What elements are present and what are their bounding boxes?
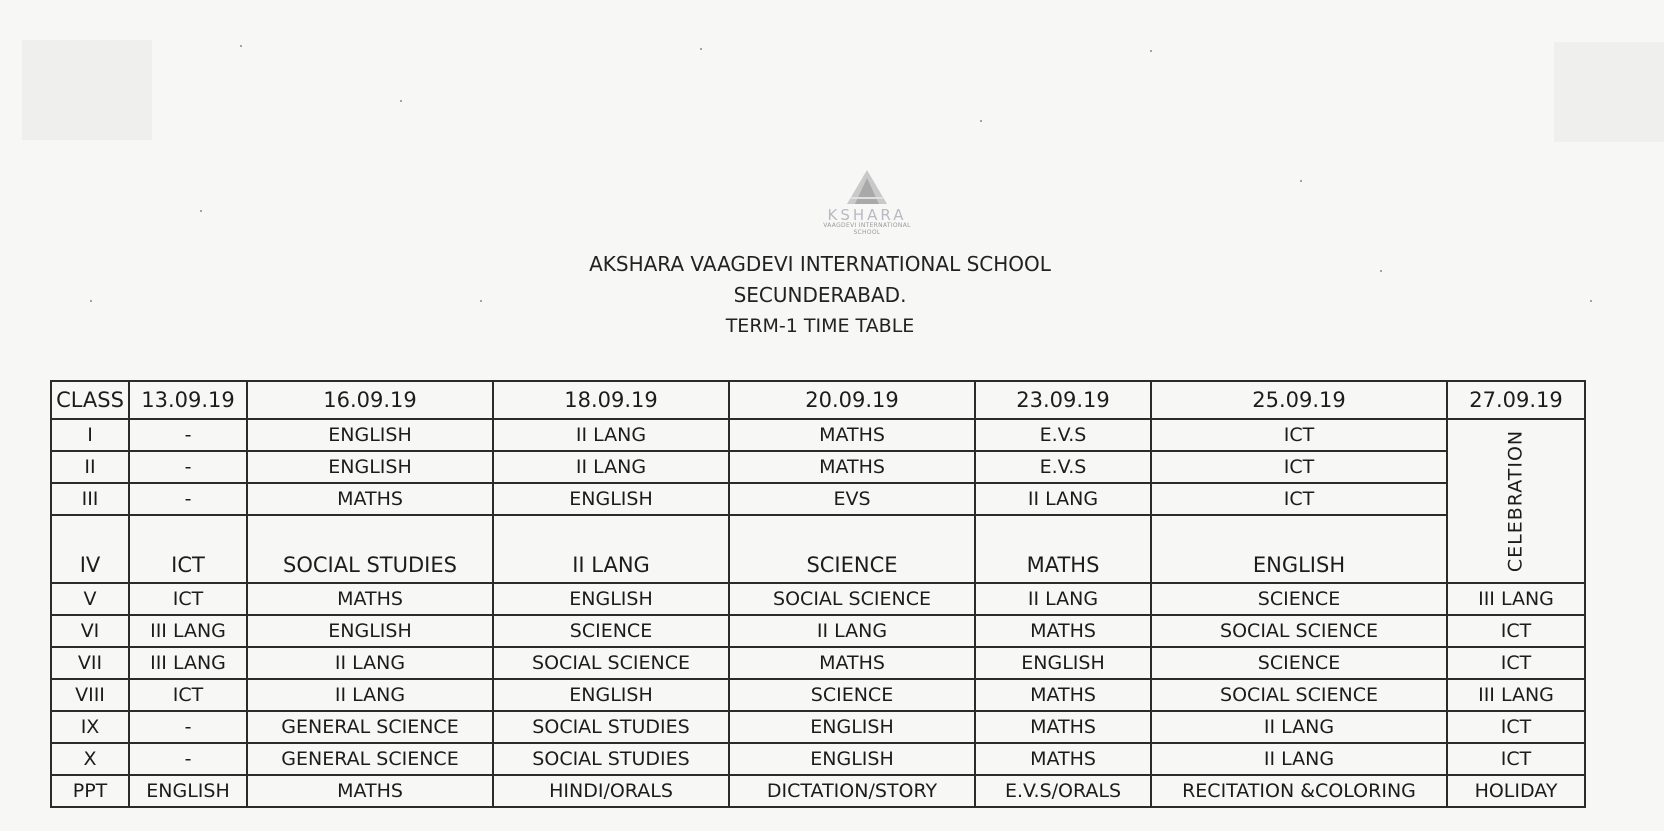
table-cell: ICT — [1447, 615, 1585, 647]
table-cell: SOCIAL STUDIES — [493, 711, 729, 743]
table-cell: ICT — [1151, 419, 1447, 451]
table-cell: ICT — [1447, 647, 1585, 679]
table-cell: ENGLISH — [1151, 515, 1447, 583]
table-cell: SOCIAL SCIENCE — [1151, 615, 1447, 647]
table-cell: II LANG — [975, 583, 1151, 615]
table-cell: SCIENCE — [729, 515, 975, 583]
table-cell: MATHS — [247, 483, 493, 515]
scan-speck — [980, 120, 982, 122]
table-cell: SOCIAL SCIENCE — [1151, 679, 1447, 711]
class-cell: I — [51, 419, 129, 451]
table-cell: MATHS — [975, 615, 1151, 647]
table-row — [51, 775, 1585, 807]
table-cell: SCIENCE — [493, 615, 729, 647]
table-cell: III LANG — [129, 647, 247, 679]
table-cell: ICT — [129, 515, 247, 583]
table-cell: II LANG — [493, 515, 729, 583]
scan-speck — [1380, 270, 1382, 272]
table-cell: II LANG — [247, 647, 493, 679]
table-cell: III LANG — [1447, 583, 1585, 615]
table-cell: - — [129, 483, 247, 515]
table-cell: MATHS — [975, 743, 1151, 775]
table-cell: ENGLISH — [493, 483, 729, 515]
table-cell: III LANG — [1447, 679, 1585, 711]
column-header: 27.09.19 — [1447, 381, 1585, 419]
scan-speck — [1150, 50, 1152, 52]
class-cell: III — [51, 483, 129, 515]
table-cell: EVS — [729, 483, 975, 515]
table-cell: II LANG — [1151, 743, 1447, 775]
table-cell: SCIENCE — [729, 679, 975, 711]
table-cell: II LANG — [1151, 711, 1447, 743]
table-row — [51, 679, 1585, 711]
table-cell: HINDI/ORALS — [493, 775, 729, 807]
scan-shadow-left — [22, 40, 152, 140]
table-cell: - — [129, 711, 247, 743]
table-cell: GENERAL SCIENCE — [247, 743, 493, 775]
table-cell: ENGLISH — [729, 743, 975, 775]
table-cell: MATHS — [975, 679, 1151, 711]
table-cell: E.V.S — [975, 419, 1151, 451]
class-cell: X — [51, 743, 129, 775]
table-cell: ICT — [1151, 451, 1447, 483]
scan-speck — [200, 210, 202, 212]
table-cell: ICT — [129, 679, 247, 711]
table-cell: ENGLISH — [247, 419, 493, 451]
table-cell: SCIENCE — [1151, 647, 1447, 679]
table-cell: SOCIAL STUDIES — [493, 743, 729, 775]
table-row — [51, 451, 1585, 483]
class-cell: PPT — [51, 775, 129, 807]
table-cell: ENGLISH — [247, 615, 493, 647]
table-cell: MATHS — [729, 647, 975, 679]
table-cell: MATHS — [247, 583, 493, 615]
table-cell: II LANG — [975, 483, 1151, 515]
table-row — [51, 583, 1585, 615]
table-row — [51, 615, 1585, 647]
scan-speck — [1590, 300, 1592, 302]
column-header: 13.09.19 — [129, 381, 247, 419]
table-cell: MATHS — [729, 451, 975, 483]
table-row — [51, 711, 1585, 743]
scan-speck — [240, 45, 242, 47]
table-cell: - — [129, 419, 247, 451]
table-cell: SOCIAL SCIENCE — [729, 583, 975, 615]
school-logo — [812, 168, 922, 248]
table-cell: ENGLISH — [247, 451, 493, 483]
table-cell: II LANG — [493, 419, 729, 451]
table-cell: E.V.S — [975, 451, 1151, 483]
table-cell: DICTATION/STORY — [729, 775, 975, 807]
table-cell: ICT — [1447, 711, 1585, 743]
table-cell: MATHS — [975, 711, 1151, 743]
class-cell: VII — [51, 647, 129, 679]
table-cell: RECITATION &COLORING — [1151, 775, 1447, 807]
logo-mountain-icon — [837, 168, 897, 208]
table-cell: SCIENCE — [1151, 583, 1447, 615]
class-cell: VI — [51, 615, 129, 647]
logo-tagline: VAAGDEVI INTERNATIONAL SCHOOL — [823, 222, 911, 236]
scan-shadow-right — [1554, 42, 1664, 142]
school-city: SECUNDERABAD. — [733, 283, 907, 307]
table-cell: ICT — [129, 583, 247, 615]
scan-speck — [480, 300, 482, 302]
table-cell: II LANG — [729, 615, 975, 647]
table-row — [51, 483, 1585, 515]
table-cell: - — [129, 743, 247, 775]
table-cell: ENGLISH — [493, 679, 729, 711]
table-cell: SOCIAL SCIENCE — [493, 647, 729, 679]
table-cell: E.V.S/ORALS — [975, 775, 1151, 807]
scan-speck — [400, 100, 402, 102]
table-row — [51, 419, 1585, 451]
scan-speck — [90, 300, 92, 302]
table-cell: MATHS — [247, 775, 493, 807]
table-cell: II LANG — [247, 679, 493, 711]
column-header: 20.09.19 — [729, 381, 975, 419]
table-cell: ENGLISH — [729, 711, 975, 743]
timetable-title: TERM-1 TIME TABLE — [725, 315, 915, 337]
table-cell: II LANG — [493, 451, 729, 483]
class-cell: IX — [51, 711, 129, 743]
table-header-row — [51, 381, 1585, 419]
timetable — [50, 380, 1586, 808]
table-cell: ENGLISH — [975, 647, 1151, 679]
table-cell: GENERAL SCIENCE — [247, 711, 493, 743]
column-header: 23.09.19 — [975, 381, 1151, 419]
table-cell: ENGLISH — [129, 775, 247, 807]
column-header: 25.09.19 — [1151, 381, 1447, 419]
class-cell: VIII — [51, 679, 129, 711]
table-cell: - — [129, 451, 247, 483]
table-cell: MATHS — [729, 419, 975, 451]
table-row — [51, 743, 1585, 775]
logo-wordmark: KSHARA — [827, 206, 907, 224]
table-cell: ICT — [1151, 483, 1447, 515]
table-row — [51, 515, 1585, 583]
column-header: CLASS — [51, 381, 129, 419]
column-header: 16.09.19 — [247, 381, 493, 419]
class-cell: IV — [51, 515, 129, 583]
celebration-label: CELEBRATION — [1504, 429, 1527, 573]
table-cell: SOCIAL STUDIES — [247, 515, 493, 583]
scan-speck — [700, 48, 702, 50]
scan-speck — [1300, 180, 1302, 182]
class-cell: II — [51, 451, 129, 483]
table-cell: III LANG — [129, 615, 247, 647]
table-cell: HOLIDAY — [1447, 775, 1585, 807]
table-cell: MATHS — [975, 515, 1151, 583]
school-name: AKSHARA VAAGDEVI INTERNATIONAL SCHOOL — [589, 252, 1051, 276]
table-cell: ENGLISH — [493, 583, 729, 615]
class-cell: V — [51, 583, 129, 615]
celebration-merged-cell — [1447, 419, 1585, 583]
table-cell: ICT — [1447, 743, 1585, 775]
column-header: 18.09.19 — [493, 381, 729, 419]
table-row — [51, 647, 1585, 679]
